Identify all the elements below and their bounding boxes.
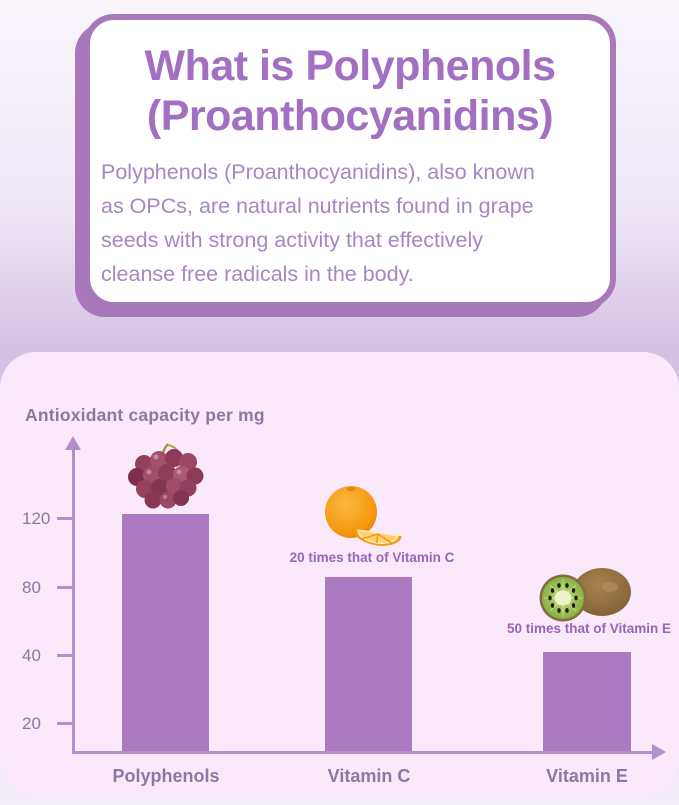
card-body-line: seeds with strong activity that effectively [101,228,484,252]
annotation-vitamin-e: 50 times that of Vitamin E [506,621,672,636]
x-axis-arrow-icon [652,744,666,760]
card-body-line: as OPCs, are natural nutrients found in grape [101,194,534,218]
orange-icon [323,484,403,548]
bar-polyphenols [122,514,209,751]
chart-title: Antioxidant capacity per mg [25,405,265,425]
card-title-line-2: (Proanthocyanidins) [146,92,554,140]
card-body-line: Polyphenols (Proanthocyanidins), also known [101,160,535,184]
bar-label-vitamin-c: Vitamin C [327,766,411,786]
bar-label-vitamin-e: Vitamin E [546,766,628,786]
ytick-label: 20 [22,714,41,733]
bar-vitamin-e [543,652,631,751]
card-title-line-1: What is Polyphenols [144,42,556,90]
card-body-line: cleanse free radicals in the body. [101,262,414,286]
y-axis [72,447,75,753]
kiwi-icon [536,563,632,623]
ytick-label: 40 [22,646,41,665]
bar-label-polyphenols: Polyphenols [112,766,220,786]
ytick-label: 120 [22,509,51,528]
header-card [84,14,616,308]
ytick-label: 80 [22,578,41,597]
y-axis-arrow-icon [65,436,81,450]
card-body [90,155,610,291]
x-axis [72,751,654,754]
annotation-vitamin-c: 20 times that of Vitamin C [289,550,455,565]
bar-vitamin-c [325,577,412,751]
grapes-icon [118,442,210,510]
